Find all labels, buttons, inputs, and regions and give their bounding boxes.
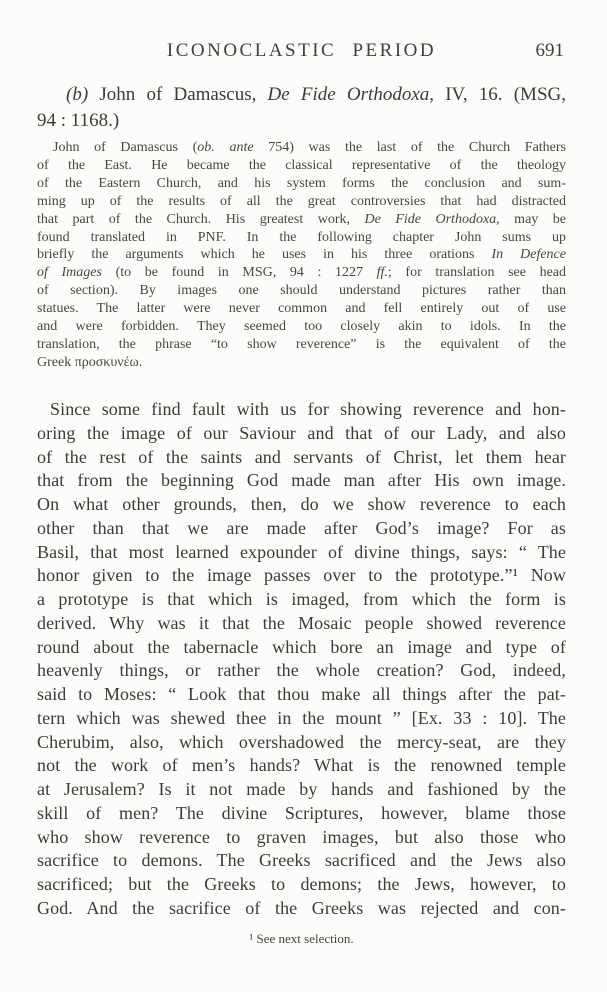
text-line: John of Damascus (ob. ante 754) was the last of the Church Fathers <box>53 140 566 155</box>
text-line: sacrificed; but the Greeks to demons; the Jews, however, to <box>37 874 566 894</box>
text-line: who show reverence to graven images, but also those who <box>37 826 566 847</box>
text-line: that from the beginning God made man after His own image. <box>37 470 566 491</box>
text-line: said to Moses: “ Look that thou make all things after the pat- <box>37 684 566 704</box>
section-heading <box>37 82 566 134</box>
emphasized-text: De Fide Orthodoxa <box>364 211 497 227</box>
text-line: other than that we are made after God’s image? For as <box>37 517 566 538</box>
text-line: Greek προσκυνέω. <box>37 354 143 370</box>
text-line: On what other grounds, then, do we show reverence to each <box>37 494 566 514</box>
text-line: honor given to the image passes over to the prototype.”¹ Now <box>37 565 566 586</box>
text-line: translation, the phrase “to show reverence” is the equivalent of the <box>37 336 566 352</box>
editorial-intro-note <box>37 139 566 372</box>
text-line: of the rest of the saints and servants of Christ, let them hear <box>37 446 566 467</box>
text-line: found translated in PNF. In the following chapter John sums up <box>37 229 566 245</box>
text-line: briefly the arguments which he uses in his three orations In Defence <box>37 247 566 263</box>
text-line: round about the tabernacle which bore an image and type of <box>37 636 566 657</box>
text-line: God. And the sacrifice of the Greeks was rejected and con- <box>37 897 566 918</box>
text-line: oring the image of our Saviour and that of our Lady, and also <box>37 422 566 443</box>
text-line: and were forbidden. They seemed too closely akin to idols. In the <box>37 319 566 335</box>
emphasized-text: (b) <box>66 84 89 105</box>
text-line: that part of the Church. His greatest work, De Fide Orthodoxa, may be <box>37 211 566 227</box>
text-line: heavenly things, or rather the whole creation? God, indeed, <box>37 660 566 681</box>
page-number: 691 <box>535 40 564 61</box>
body-paragraph <box>37 398 566 921</box>
text-line: of section). By images one should understand pictures rather than <box>37 283 566 299</box>
text-line: ming up of the results of all the great controversies that had distracted <box>37 193 566 209</box>
text-line: skill of men? The divine Scriptures, however, blame those <box>37 802 566 823</box>
running-head <box>37 40 566 64</box>
text-line: of the East. He became the classical representative of the theology <box>37 157 566 173</box>
emphasized-text: ff. <box>376 265 388 281</box>
emphasized-text: ob. ante <box>197 140 254 155</box>
text-line: of the Eastern Church, and his system forms the conclusion and sum- <box>37 175 566 191</box>
footnote: ¹ See next selection. <box>249 931 354 946</box>
text-line: Since some find fault with us for showing reverence and hon- <box>50 399 566 419</box>
text-line: (b) John of Damascus, De Fide Orthodoxa, IV, 16. (MSG, <box>66 84 566 105</box>
emphasized-text: De Fide Orthodoxa <box>267 84 430 105</box>
text-line: 94 : 1168.) <box>37 110 120 131</box>
text-line: Basil, that most learned expounder of divine things, says: “ The <box>37 541 566 562</box>
text-line: a prototype is that which is imaged, from which the form is <box>37 589 566 609</box>
text-line: at Jerusalem? Is it not made by hands and fashioned by the <box>37 779 566 799</box>
running-head-title: ICONOCLASTIC PERIOD <box>166 40 437 61</box>
text-line: of Images (to be found in MSG, 94 : 1227 ff.; for translation see head <box>37 265 566 281</box>
text-line: tern which was shewed thee in the mount ” [Ex. 33 : 10]. The <box>37 707 566 728</box>
text-line: statues. The latter were never common and fell entirely out of use <box>37 301 566 317</box>
text-line: Cherubim, also, which overshadowed the mercy-seat, are they <box>37 731 566 752</box>
text-line: derived. Why was it that the Mosaic people showed reverence <box>37 612 566 633</box>
text-line: sacrifice to demons. The Greeks sacrificed and the Jews also <box>37 850 566 871</box>
emphasized-text: of Images <box>37 265 102 281</box>
emphasized-text: In Defence <box>491 247 566 263</box>
text-line: not the work of men’s hands? What is the renowned temple <box>37 755 566 776</box>
